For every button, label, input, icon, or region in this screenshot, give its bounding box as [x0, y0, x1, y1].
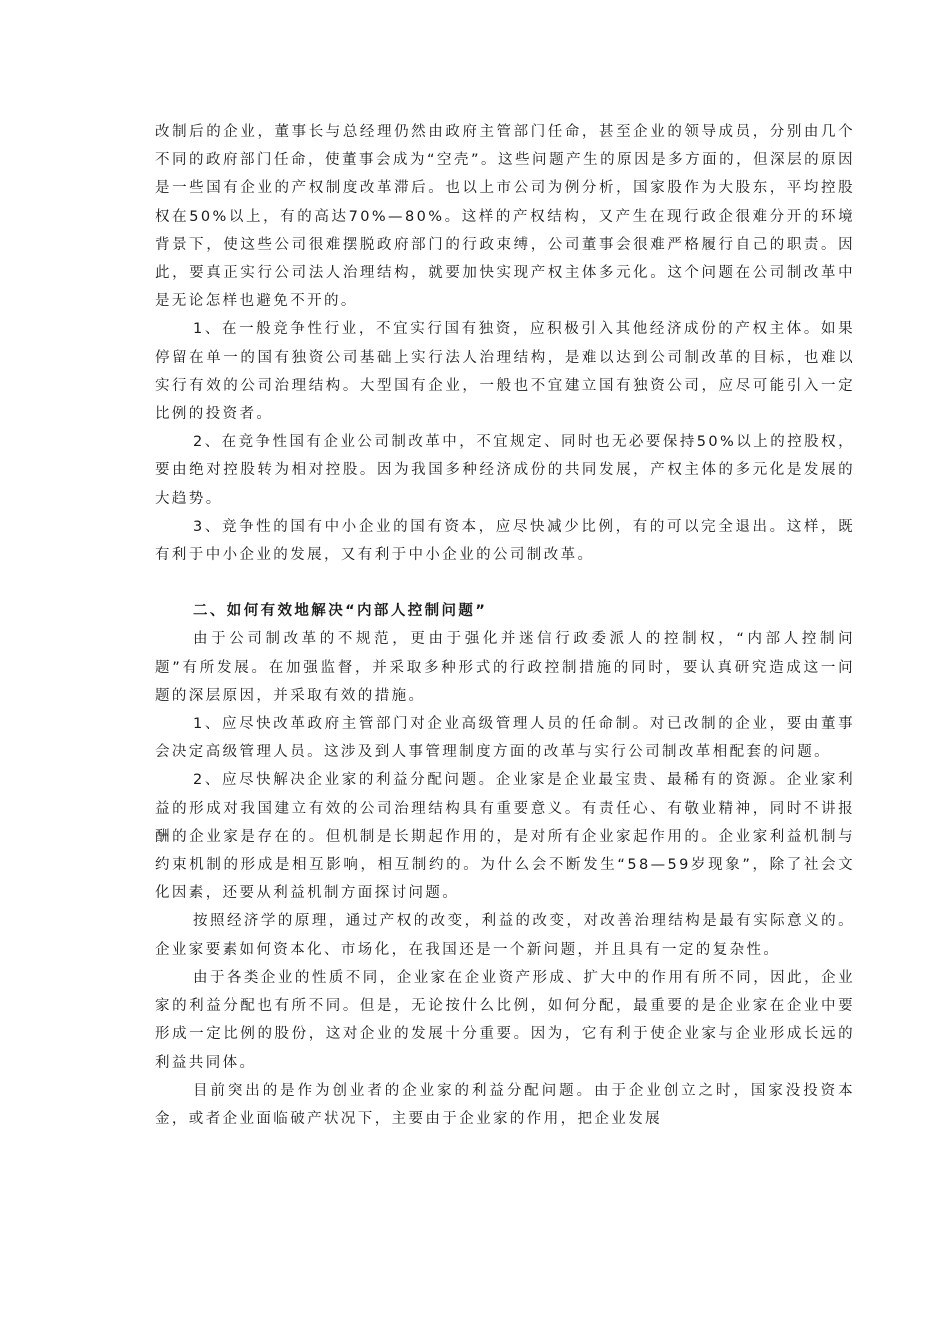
paragraph-enterprise-types: 由于各类企业的性质不同，企业家在企业资产形成、扩大中的作用有所不同，因此，企业家的利益分配也有所不同。但是，无论按什么比例，如何分配，最重要的是企业家在企业中要形成一定比例的股份，这对企业的发展十分重要。因为，它有利于使企业家与企业形成长远的利益共同体。	[155, 969, 855, 1071]
paragraph-continuation: 改制后的企业，董事长与总经理仍然由政府主管部门任命，甚至企业的领导成员，分别由几个不同的政府部门任命，使董事会成为“空壳”。这些问题产生的原因是多方面的，但深层的原因是一些国有企业的产权制度改革滞后。也以上市公司为例分析，国家股作为大股东，平均控股权在50%以上，有的高达70%—80%。这样的产权结构，又产生在现行政企很难分开的环境背景下，使这些公司很难摆脱政府部门的行政束缚，公司董事会很难严格履行自己的职责。因此，要真正实行公司法人治理结构，就要加快实现产权主体多元化。这个问题在公司制改革中是无论怎样也避免不开的。	[155, 124, 855, 310]
paragraph-item-1: 1、应尽快改革政府主管部门对企业高级管理人员的任命制。对已改制的企业，要由董事会决定高级管理人员。这涉及到人事管理制度方面的改革与实行公司制改革相配套的问题。	[155, 716, 855, 761]
paragraph-item-1: 1、在一般竞争性行业，不宜实行国有独资，应积极引入其他经济成份的产权主体。如果停留在单一的国有独资公司基础上实行法人治理结构，是难以达到公司制改革的目标，也难以实行有效的公司治理结构。大型国有企业，一般也不宜建立国有独资公司，应尽可能引入一定比例的投资者。	[155, 321, 855, 423]
paragraph-economics: 按照经济学的原理，通过产权的改变，利益的改变，对改善治理结构是最有实际意义的。企业家要素如何资本化、市场化，在我国还是一个新问题，并且具有一定的复杂性。	[155, 913, 855, 958]
paragraph-item-3: 3、竞争性的国有中小企业的国有资本，应尽快减少比例，有的可以完全退出。这样，既有利于中小企业的发展，又有利于中小企业的公司制改革。	[155, 518, 855, 564]
paragraph-founders: 目前突出的是作为创业者的企业家的利益分配问题。由于企业创立之时，国家没投资本金，或者企业面临破产状况下，主要由于企业家的作用，把企业发展	[155, 1082, 855, 1127]
paragraph-item-2: 2、在竞争性国有企业公司制改革中，不宜规定、同时也无必要保持50%以上的控股权，要由绝对控股转为相对控股。因为我国多种经济成份的共同发展，产权主体的多元化是发展的大趋势。	[155, 434, 855, 507]
paragraph-intro: 由于公司制改革的不规范，更由于强化并迷信行政委派人的控制权，“内部人控制问题”有所发展。在加强监督，并采取多种形式的行政控制措施的同时，要认真研究造成这一问题的深层原因，并采取有效的措施。	[155, 631, 855, 704]
section-spacer	[155, 569, 855, 597]
paragraph-item-2: 2、应尽快解决企业家的利益分配问题。企业家是企业最宝贵、最稀有的资源。企业家利益的形成对我国建立有效的公司治理结构具有重要意义。有责任心、有敬业精神，同时不讲报酬的企业家是存在的。但机制是长期起作用的，是对所有企业家起作用的。企业家利益机制与约束机制的形成是相互影响，相互制约的。为什么会不断发生“58—59岁现象”，除了社会文化因素，还要从利益机制方面探讨问题。	[155, 772, 855, 902]
section-heading: 二、如何有效地解决“内部人控制问题”	[193, 603, 488, 620]
body-text	[155, 118, 855, 1133]
